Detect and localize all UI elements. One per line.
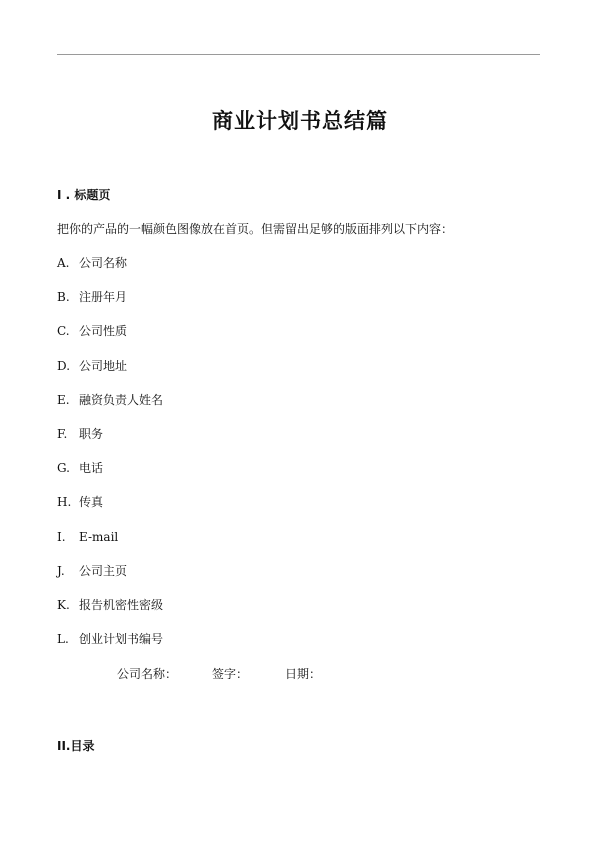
list-item (57, 426, 163, 460)
list-item-text: 职务 (79, 426, 104, 441)
list-item-text: 公司主页 (79, 563, 128, 578)
list-item (57, 358, 163, 392)
list-item-letter: B. (57, 290, 70, 305)
list-item (57, 494, 163, 528)
list-item-text: 传真 (79, 495, 104, 510)
list-item-text: 报告机密性密级 (79, 597, 164, 612)
list-item-text: 电话 (79, 461, 104, 476)
list-item-letter: L. (57, 632, 69, 647)
list-item (57, 529, 163, 563)
list-item-text: 注册年月 (79, 290, 128, 305)
list-item-letter: F. (57, 426, 68, 441)
signature-date-label: 日期： (285, 667, 322, 681)
signature-sign-label: 签字： (212, 667, 249, 681)
list-item-text: 融资负责人姓名 (79, 392, 164, 407)
list-item-text: E-mail (79, 529, 119, 544)
list-item-letter: K. (57, 597, 70, 612)
header-rule (57, 54, 540, 55)
document-title: 商业计划书总结篇 (212, 109, 388, 133)
list-item-text: 公司性质 (79, 324, 128, 339)
list-item-text: 公司名称 (79, 256, 128, 270)
title-page-item-list (57, 255, 163, 665)
list-item-letter: G. (57, 461, 70, 476)
list-item-letter: E. (57, 392, 70, 407)
list-item-text: 创业计划书编号 (79, 632, 164, 647)
section-heading-title-page: I . 标题页 (57, 188, 111, 202)
intro-paragraph: 把你的产品的一幅颜色图像放在首页。但需留出足够的版面排列以下内容： (57, 222, 454, 236)
list-item (57, 631, 163, 665)
list-item (57, 392, 163, 426)
list-item-letter: C. (57, 324, 70, 339)
list-item (57, 460, 163, 494)
list-item-letter: J. (57, 563, 65, 578)
list-item-letter: I. (57, 529, 66, 544)
list-item (57, 597, 163, 631)
list-item-letter: D. (57, 358, 71, 373)
list-item-letter: A. (57, 256, 70, 270)
list-item (57, 289, 163, 323)
list-item (57, 563, 163, 597)
list-item (57, 255, 163, 289)
list-item-text: 公司地址 (79, 358, 128, 373)
section-heading-contents: II.目录 (57, 739, 95, 753)
signature-company-label: 公司名称： (117, 667, 178, 681)
list-item-letter: H. (57, 495, 72, 510)
list-item (57, 323, 163, 357)
